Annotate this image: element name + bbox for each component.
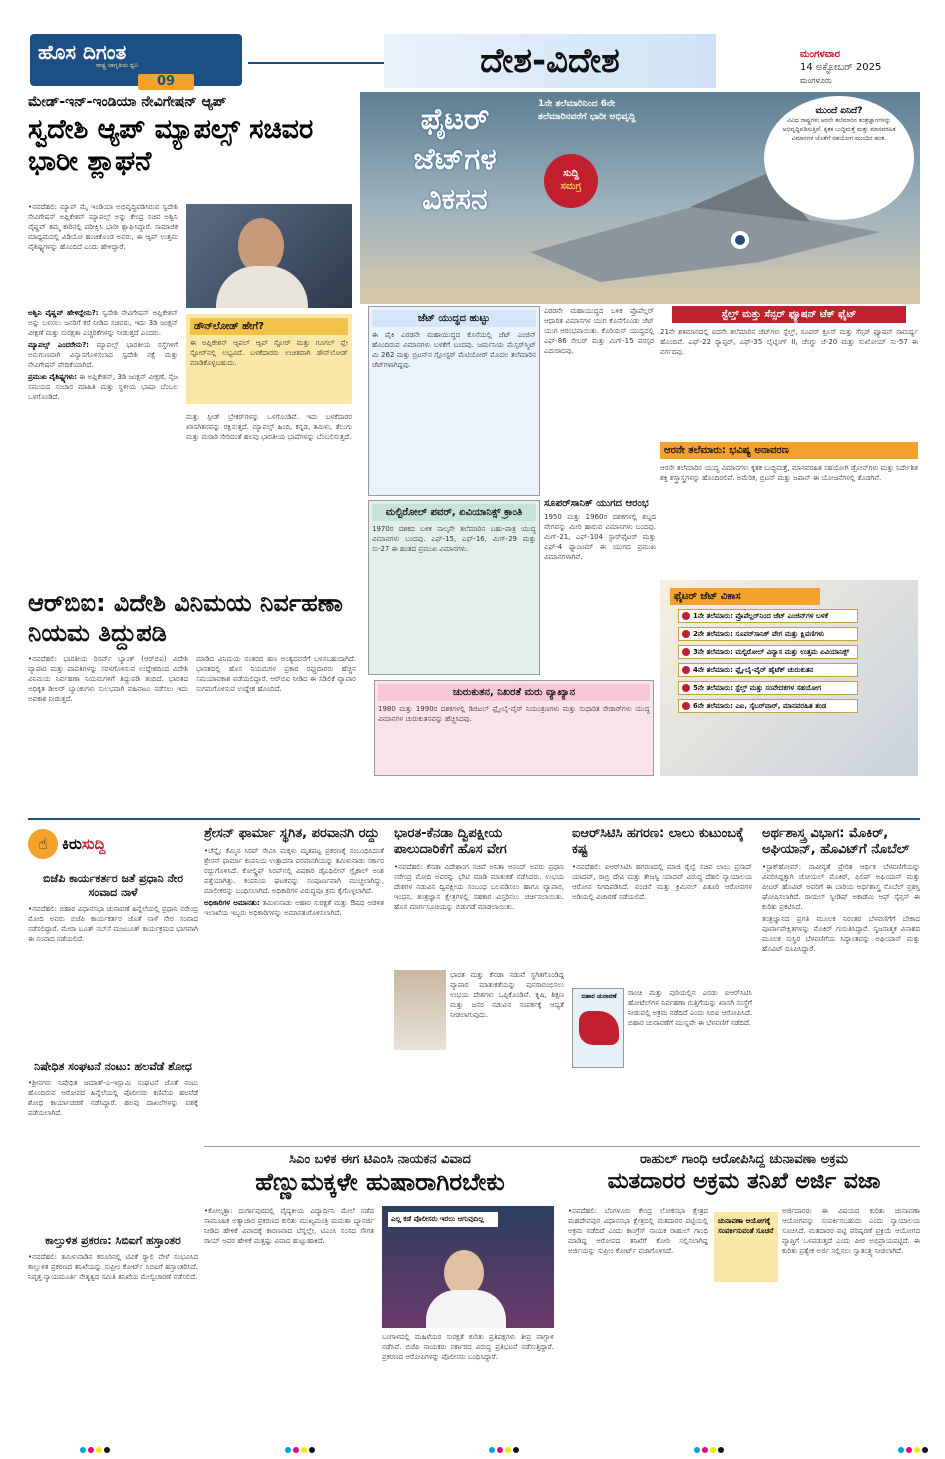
ec-box — [714, 1212, 778, 1282]
lead-body-4: ಈ ಅಪ್ಲಿಕೇಶನ್, 3ಡಿ ಜಂಕ್ಷನ್ ವೀಕ್ಷಣೆ, ನೈಜ ಸಮಯದ ಸಂಚಾರ ಮಾಹಿತಿ ಮತ್ತು ಸ್ಥಳೀಯ ಭಾಷಾ ಬೆಂಬಲ ಒಳಗೊಂಡಿದೆ. — [28, 373, 178, 401]
feature-banner — [360, 92, 920, 304]
registration-marks — [80, 1438, 930, 1448]
ec-box-title: ಚುನಾವಣಾ ಆಯೋಗಕ್ಕೆ ಸಂಪರ್ಕಿಸುವಂತೆ ಸೂಚನೆ — [718, 1217, 774, 1235]
tmc-story — [204, 1152, 556, 1434]
nobel-body: •ಸ್ಟಾಕ್‌ಹೋಮ್: ನಾವೀನ್ಯತೆ ಪ್ರೇರಿತ ಆರ್ಥಿಕ ಬೆಳವಣಿಗೆಯನ್ನು ವಿವರಿಸಿದ್ದಕ್ಕಾಗಿ ಜೋಯಲ್ ಮೊಕಿರ್, ಫಿಲಿಪ್ ಅಘಿಯಾನ್ ಮತ್ತು ಪೀಟರ್ ಹೊವಿಟ್ ಅವರಿಗೆ ಈ ಬಾರಿಯ ಅರ್ಥಶಾಸ್ತ್ರ ನೊಬೆಲ್ ಪ್ರಶಸ್ತಿ ಘೋಷಿಸಲಾಗಿದೆ. ರಾಯಲ್ ಸ್ವೀಡಿಷ್ ಅಕಾಡೆಮಿ ಆಫ್ ಸೈನ್ಸಸ್ ಈ ಕುರಿತು ಪ್ರಕಟಿಸಿದೆ. — [762, 863, 920, 911]
modi-photo — [394, 970, 446, 1050]
tmc-text-2: ಬಂಗಾಳದಲ್ಲಿ ಮಹಿಳೆಯರ ಸುರಕ್ಷತೆ ಕುರಿತು ಪ್ರತಿಪಕ್ಷಗಳು ತೀವ್ರ ವಾಗ್ದಾಳಿ ನಡೆಸಿವೆ. ಬಿಜೆಪಿ ನಾಯಕರು ಸರ್ಕಾರದ ವಿರುದ್ಧ ಪ್ರತಿಭಟನೆ ನಡೆಸುತ್ತಿದ್ದಾರೆ. ಪ್ರಕರಣದ ಆರೋಪಿಗಳನ್ನು ಪೊಲೀಸರು ಬಂಧಿಸಿದ್ದಾರೆ. — [382, 1333, 554, 1361]
lead-column-2 — [28, 308, 178, 578]
page-number: 09 — [138, 74, 194, 90]
feature-intro: 1ನೇ ತಲೆಮಾರಿನಿಂದ 6ನೇ ತಲೆಮಾರಿನವರೆಗೆ ಭಾರೀ ಅಭಿವೃದ್ಧಿ — [538, 99, 636, 122]
canada-headline: ಭಾರತ-ಕೆನಡಾ ದ್ವಿಪಕ್ಷೀಯ ಪಾಲುದಾರಿಕೆಗೆ ಹೊಸ ವೇಗ — [394, 826, 507, 857]
lead-body-1: •ನವದೆಹಲಿ: ಮ್ಯಾಪ್ ಮೈ ಇಂಡಿಯಾ ಅಭಿವೃದ್ಧಿಪಡಿಸಿರುವ ಸ್ವದೇಶಿ ನೇವಿಗೇಷನ್ ಅಪ್ಲಿಕೇಶನ್ ಮ್ಯಾಪಲ್ಸ್ ಅನ್ನು ಕೇಂದ್ರ ಸಚಿವ ಅಶ್ವಿನಿ ವೈಷ್ಣವ್ ತಮ್ಮ ಕಾರಿನಲ್ಲಿ ಪರೀಕ್ಷಿಸಿ ಭಾರೀ ಶ್ಲಾಘಿಸಿದ್ದಾರೆ. ಸಾಮಾಜಿಕ ಮಾಧ್ಯಮದಲ್ಲಿ ವಿಡಿಯೋ ಹಂಚಿಕೊಂಡ ಅವರು, ಈ ಆ್ಯಪ್ ಉತ್ತಮ ವೈಶಿಷ್ಟ್ಯಗಳನ್ನು ಹೊಂದಿದೆ ಎಂದು ಹೇಳಿದ್ದಾರೆ. — [28, 203, 178, 251]
rbi-body-1: •ನವದೆಹಲಿ: ಭಾರತೀಯ ರಿಸರ್ವ್ ಬ್ಯಾಂಕ್ (ಆರ್‌ಬಿಐ) ವಿದೇಶಿ ವ್ಯಾಪಾರ ಮತ್ತು ಪಾವತಿಗಳನ್ನು ಸರಳಗೊಳಿಸುವ ಉದ್ದೇಶದಿಂದ ವಿದೇಶಿ ವಿನಿಮಯ ನಿರ್ವಹಣಾ ನಿಯಮಗಳಿಗೆ ತಿದ್ದುಪಡಿ ತಂದಿದೆ. ಭಾರತದ ಅಧಿಕೃತ ಡೀಲರ್ ಬ್ಯಾಂಕುಗಳು ಸುಲಭವಾಗಿ ವಹಿವಾಟು ನಡೆಸಲು ಇದು ಅವಕಾಶ ನೀಡುತ್ತದೆ. — [28, 655, 188, 703]
agility-text: 1980 ಮತ್ತು 1990ರ ದಶಕಗಳಲ್ಲಿ ಡಿಜಿಟಲ್ ಫ್ಲೈ-ಬೈ-ವೈರ್ ನಿಯಂತ್ರಣಗಳು ಮತ್ತು ಸುಧಾರಿತ ರೇಡಾರ್‌ಗಳು ಯುದ್ಧ ವಿಮಾನಗಳ ಚುರುಕುತನವನ್ನು ಹೆಚ್ಚಿಸಿದವು. — [378, 705, 650, 723]
pharma-headline: ಶ್ರೇಸನ್ ಫಾರ್ಮಾ ಸ್ಥಗಿತ, ಪರವಾನಗಿ ರದ್ದು — [204, 826, 380, 841]
feature-title-line-2: ಜೆಟ್‌ಗಳ — [413, 142, 497, 177]
bihar-map — [572, 988, 624, 1068]
date-block — [800, 48, 920, 87]
lower-divider — [204, 1146, 920, 1147]
timeline-list — [660, 609, 918, 713]
section-divider — [28, 818, 920, 820]
timeline-item: 5ನೇ ತಲೆಮಾರು: ಸ್ಟೆಲ್ತ್ ಮತ್ತು ಸಂವೇದಕಗಳ ಸಹಯೋಗ — [678, 681, 858, 695]
kiru-suddi-header — [28, 824, 198, 864]
rbi-headline: ಆರ್‌ಬಿಐ: ವಿದೇಶಿ ವಿನಿಮಯ ನಿರ್ವಹಣಾ ನಿಯಮ ತಿದ್ದುಪಡಿ — [28, 589, 343, 647]
lead-body-3: ಮ್ಯಾಪಲ್ಸ್ ಭಾರತೀಯ ರಸ್ತೆಗಳಿಗೆ ಅನುಗುಣವಾಗಿ ವಿನ್ಯಾಸಗೊಳಿಸಲಾದ ಸ್ವದೇಶಿ ನಕ್ಷೆ ಮತ್ತು ನೇವಿಗೇಷನ್ ವೇದಿಕೆಯಾಗಿದೆ. — [28, 341, 178, 369]
nobel-body-2: ತಂತ್ರಜ್ಞಾನದ ಪ್ರಗತಿ ಮೂಲಕ ನಿರಂತರ ಬೆಳವಣಿಗೆಗೆ ಬೇಕಾದ ಪೂರ್ವಾಪೇಕ್ಷಿತಗಳನ್ನು ಮೊಕಿರ್ ಗುರುತಿಸಿದ್ದಾರೆ. ಸೃಜನಾತ್ಮಕ ವಿನಾಶದ ಮೂಲಕ ಸುಸ್ಥಿರ ಬೆಳವಣಿಗೆಯ ಸಿದ್ಧಾಂತವನ್ನು ಅಘಿಯಾನ್ ಮತ್ತು ಹೊವಿಟ್ ರೂಪಿಸಿದ್ದಾರೆ. — [762, 915, 920, 953]
whats-next-title: ಮುಂದೆ ಏನಿದೆ? — [815, 106, 863, 116]
feature-title-line-1: ಫೈಟರ್ — [420, 102, 490, 137]
kiru-headline-3: ಕಾಲ್ತುಳಿತ ಪ್ರಕರಣ: ಸಿಬಿಐಗೆ ಹಸ್ತಾಂತರ — [45, 1234, 181, 1247]
tmc-quote: ಎಲ್ಲ ಕಡೆ ಪೊಲೀಸರು ಇರಲು ಆಗುವುದಿಲ್ಲ — [388, 1212, 498, 1227]
lead-story — [28, 94, 353, 580]
lead-column-1 — [28, 202, 178, 302]
stealth-text: 21ನೇ ಶತಮಾನದಲ್ಲಿ ಐದನೇ ತಲೆಮಾರಿನ ಜೆಟ್‌ಗಳು ಸ್ಟೆಲ್ತ್, ಸೂಪರ್ ಕ್ರೂಸ್ ಮತ್ತು ಸೆನ್ಸರ್ ಫ್ಯೂಷನ್ ಸಾಮರ್ಥ್ಯ ಹೊಂದಿವೆ. ಎಫ್-22 ರ‍್ಯಾಪ್ಟರ್, ಎಫ್-35 ಲೈಟ್ನಿಂಗ್ II, ಚೆಂಗ್ಡು ಜೆ-20 ಮತ್ತು ಸುಖೋಯ್ ಸು-57 ಈ ವರ್ಗದವು. — [660, 328, 918, 356]
download-box — [186, 314, 352, 404]
stealth-block — [660, 306, 918, 436]
timeline-item: 2ನೇ ತಲೆಮಾರು: ಸೂಪರ್‌ಸಾನಿಕ್ ವೇಗ ಮತ್ತು ಕ್ಷಿಪಣಿಗಳು — [678, 627, 858, 641]
city: ಮಂಗಳೂರು — [800, 76, 832, 85]
nobel-text — [762, 862, 920, 1122]
whats-next-bubble — [764, 96, 914, 220]
masthead-rule — [248, 62, 384, 64]
pharma-body-2: ತಮಿಳುನಾಡು ಆಹಾರ ಸುರಕ್ಷತೆ ಮತ್ತು ಔಷಧ ಆಡಳಿತ ಇಲಾಖೆಯ ಇಬ್ಬರು ಅಧಿಕಾರಿಗಳನ್ನು ಅಮಾನತುಗೊಳಿಸಲಾಗಿದೆ. — [204, 899, 384, 917]
rahul-headline-small: ರಾಹುಲ್ ಗಾಂಧಿ ಆರೋಪಿಸಿದ್ದ ಚುನಾವಣಾ ಅಕ್ರಮ — [640, 1152, 848, 1167]
supersonic-title: ಸೂಪರ್‌ಸಾನಿಕ್ ಯುಗದ ಆರಂಭ — [544, 498, 649, 509]
sixth-gen-block — [660, 442, 918, 574]
irctc-story — [572, 826, 752, 1144]
tmc-photo — [382, 1206, 554, 1328]
timeline-block — [660, 580, 918, 776]
logo-text: ಹೊಸ ದಿಗಂತ — [38, 40, 127, 64]
tmc-headline: ಹೆಣ್ಣುಮಕ್ಕಳೇ ಹುಷಾರಾಗಿರಬೇಕು — [255, 1168, 505, 1196]
suddi-label: ಸುದ್ದಿ — [81, 835, 106, 853]
kiru-text-1: •ನವದೆಹಲಿ: ಬಿಹಾರ ವಿಧಾನಸಭಾ ಚುನಾವಣೆ ಹಿನ್ನೆಲೆಯಲ್ಲಿ ಪ್ರಧಾನಿ ನರೇಂದ್ರ ಮೋದಿ ಅವರು ಬಿಜೆಪಿ ಕಾರ್ಯಕರ್ತರ ಜೊತೆ ನಾಳೆ ನೇರ ಸಂವಾದ ನಡೆಸಲಿದ್ದಾರೆ. ಮೇರಾ ಬೂತ್ ಸಬ್‌ಸೆ ಮಜಬೂತ್ ಕಾರ್ಯಕ್ರಮದ ಭಾಗವಾಗಿ ಈ ಸಂವಾದ ನಡೆಯಲಿದೆ. — [28, 905, 198, 943]
pharma-text — [204, 846, 384, 1118]
jet-birth-body-2: ಎರಡನೇ ಮಹಾಯುದ್ಧದ ಬಳಿಕ ಪ್ರೊಪೆಲ್ಲರ್ ಆಧಾರಿತ ವಿಮಾನಗಳ ಯುಗ ಕೊನೆಗೊಂಡು ಜೆಟ್ ಯುಗ ಆರಂಭವಾಯಿತು. ಕೊರಿಯನ್ ಯುದ್ಧದಲ್ಲಿ ಎಫ್-86 ಸೇಬರ್ ಮತ್ತು ಮಿಗ್-15 ಪರಸ್ಪರ ಎದುರಾದವು. — [544, 307, 654, 355]
irctc-text-2: ರಾಂಚಿ ಮತ್ತು ಪುರಿಯಲ್ಲಿನ ಎರಡು ಐಆರ್‌ಸಿಟಿಸಿ ಹೋಟೆಲ್‌ಗಳ ನಿರ್ವಹಣಾ ಗುತ್ತಿಗೆಯನ್ನು ಖಾಸಗಿ ಸಂಸ್ಥೆಗೆ ನೀಡುವಲ್ಲಿ ಅಕ್ರಮ ನಡೆದಿದೆ ಎಂದು ಸಿಬಿಐ ಆರೋಪಿಸಿದೆ. ಬಿಹಾರ ಚುನಾವಣೆಗೆ ಮುನ್ನವೇ ಈ ಬೆಳವಣಿಗೆ ನಡೆದಿದೆ. — [628, 989, 752, 1027]
kiru-headline-2: ನಿಷೇಧಿತ ಸಂಘಟನೆ ನಂಟು: ಹಲವೆಡೆ ಶೋಧ — [34, 1060, 192, 1073]
sixth-gen-text: ಆರನೇ ತಲೆಮಾರಿನ ಯುದ್ಧ ವಿಮಾನಗಳು ಕೃತಕ ಬುದ್ಧಿಮತ್ತೆ, ಮಾನವರಹಿತ ಸಹಯೋಗಿ ಡ್ರೋನ್‌ಗಳು ಮತ್ತು ನಿರ್ದೇಶಿತ ಶಕ್ತಿ ಶಸ್ತ್ರಾಸ್ತ್ರಗಳನ್ನು ಹೊಂದಿರಲಿವೆ. ಅಮೆರಿಕ, ಬ್ರಿಟನ್ ಮತ್ತು ಜಪಾನ್ ಈ ಯೋಜನೆಗಳಲ್ಲಿ ತೊಡಗಿವೆ. — [660, 464, 918, 482]
irctc-text-1: •ನವದೆಹಲಿ: ಐಆರ್‌ಸಿಟಿಸಿ ಹಗರಣದಲ್ಲಿ ಮಾಜಿ ರೈಲ್ವೆ ಸಚಿವ ಲಾಲು ಪ್ರಸಾದ್ ಯಾದವ್, ರಾಬ್ರಿ ದೇವಿ ಮತ್ತು ತೇಜಸ್ವಿ ಯಾದವ್ ವಿರುದ್ಧ ದೆಹಲಿ ನ್ಯಾಯಾಲಯ ಆರೋಪ ನಿಗದಿಪಡಿಸಿದೆ. ವಂಚನೆ ಮತ್ತು ಕ್ರಿಮಿನಲ್ ಪಿತೂರಿ ಆರೋಪಗಳ ಅಡಿಯಲ್ಲಿ ವಿಚಾರಣೆ ನಡೆಯಲಿದೆ. — [572, 863, 752, 901]
lead-body-2: ಸ್ವದೇಶಿ ನೇವಿಗೇಷನ್ ಅಪ್ಲಿಕೇಶನ್ ಅನ್ನು ಬಳಸಲು ಜನರಿಗೆ ಕರೆ ನೀಡಿದ ಸಚಿವರು, ಇದು 3ಡಿ ಜಂಕ್ಷನ್ ವೀಕ್ಷಣೆ ಮತ್ತು ಸುರಕ್ಷತಾ ಎಚ್ಚರಿಕೆಗಳನ್ನು ನೀಡುತ್ತದೆ ಎಂದರು. — [28, 309, 178, 337]
lead-sub-1: ಅಶ್ವಿನಿ ವೈಷ್ಣವ್ ಹೇಳಿದ್ದೇನು?: — [28, 309, 99, 317]
rbi-body-2: ಮಾಡಿದ ವಿನಿಮಯ ನಂತರದ ಹಣ ಅಂತ್ಯದವರೆಗೆ ಬಳಸಬಹುದಾಗಿದೆ. ಭಾರತದಲ್ಲಿ ಹೊಸ ನಿಯಮಗಳ ಪ್ರಕಾರ ರಫ್ತುದಾರರು ಹೆಚ್ಚಿನ ಸಮಯಾವಕಾಶ ಪಡೆಯಲಿದ್ದಾರೆ. ಆರ್‌ಬಿಐ ನೀಡಿದ ಈ ಸಡಿಲಿಕೆ ವ್ಯಾಪಾರ ಸುಗಮಗೊಳಿಸುವ ಉದ್ದೇಶ ಹೊಂದಿದೆ. — [196, 655, 356, 693]
feature-title-block — [380, 100, 530, 220]
timeline-item: 3ನೇ ತಲೆಮಾರು: ಮಲ್ಟಿರೋಲ್ ವಿನ್ಯಾಸ ಮತ್ತು ಉತ್ತಮ ಏವಿಯಾನಿಕ್ಸ್ — [678, 645, 858, 659]
canada-text-2: ಭಾರತ ಮತ್ತು ಕೆನಡಾ ನಡುವೆ ಸ್ಥಗಿತಗೊಂಡಿದ್ದ ವ್ಯಾಪಾರ ಮಾತುಕತೆಯನ್ನು ಪುನರಾರಂಭಿಸಲು ಉಭಯ ದೇಶಗಳು ಒಪ್ಪಿಕೊಂಡಿವೆ. ಕೃಷಿ, ಶಿಕ್ಷಣ ಮತ್ತು ಜನರ ನಡುವಿನ ಸಂಪರ್ಕಕ್ಕೆ ಆದ್ಯತೆ ನೀಡಲಾಗುವುದು. — [450, 971, 564, 1019]
kiru-suddi-column — [28, 824, 198, 1434]
masthead — [0, 0, 945, 92]
kiru-headline-1: ಬಿಜೆಪಿ ಕಾರ್ಯಕರ್ತರ ಜತೆ ಪ್ರಧಾನಿ ನೇರ ಸಂವಾದ ನಾಳೆ — [42, 872, 184, 899]
lead-body-5: ಮತ್ತು ಸ್ಪೀಡ್ ಬ್ರೇಕರ್‌ಗಳನ್ನು ಒಳಗೊಂಡಿವೆ. ಇದು ಬಳಕೆದಾರರ ಖಾಸಗಿತನವನ್ನು ರಕ್ಷಿಸುತ್ತದೆ. ಮ್ಯಾಪಲ್ಸ್ ಹಿಂದಿ, ಕನ್ನಡ, ತಮಿಳು, ತೆಲುಗು ಮತ್ತು ಮರಾಠಿ ಸೇರಿದಂತೆ ಹಲವು ಭಾರತೀಯ ಭಾಷೆಗಳನ್ನು ಬೆಂಬಲಿಸುತ್ತದೆ. — [186, 413, 352, 441]
download-box-title: ಡೌನ್‌ಲೋಡ್ ಹೇಗೆ? — [190, 318, 348, 335]
badge-top: ಸುದ್ದಿ — [563, 168, 579, 179]
lead-column-3 — [186, 412, 352, 578]
multirole-text: 1970ರ ದಶಕದ ಬಳಿಕ ನಾಲ್ಕನೇ ತಲೆಮಾರಿನ ಬಹು-ಪಾತ್ರ ಯುದ್ಧ ವಿಮಾನಗಳು ಬಂದವು. ಎಫ್-15, ಎಫ್-16, ಮಿಗ್-29 ಮತ್ತು ಸು-27 ಈ ಹಂತದ ಪ್ರಮುಖ ವಿಮಾನಗಳು. — [372, 525, 536, 553]
pharma-story — [204, 826, 384, 1144]
tmc-headline-small: ಸಿಎಂ ಬಳಿಕ ಈಗ ಟಿಎಂಸಿ ನಾಯಕನ ವಿವಾದ — [289, 1152, 471, 1167]
badge-bottom: ಸಮಗ್ರ — [560, 181, 582, 192]
sixth-gen-title: ಆರನೇ ತಲೆಮಾರು: ಭವಿಷ್ಯ ಅನಾವರಣ — [660, 442, 918, 459]
day: ಮಂಗಳವಾರ — [800, 49, 841, 60]
irctc-headline: ಐಆರ್‌ಸಿಟಿಸಿ ಹಗರಣ: ಲಾಲು ಕುಟುಂಬಕ್ಕೆ ಕಷ್ಟ — [572, 826, 744, 857]
logo-tagline: ರಾಷ್ಟ್ರ ಜಾಗೃತಿಯ ಧ್ವನಿ — [96, 62, 139, 69]
samagra-badge — [544, 154, 598, 208]
canada-text-1: •ನವದೆಹಲಿ: ಕೆನಡಾ ವಿದೇಶಾಂಗ ಸಚಿವೆ ಅನಿತಾ ಆನಂದ್ ಅವರು ಪ್ರಧಾನಿ ನರೇಂದ್ರ ಮೋದಿ ಅವರನ್ನು ಭೇಟಿ ಮಾಡಿ ಮಾತುಕತೆ ನಡೆಸಿದರು. ಉಭಯ ದೇಶಗಳ ನಡುವಿನ ದ್ವಿಪಕ್ಷೀಯ ಸಂಬಂಧ ಬಲಪಡಿಸಲು ಹಾಗೂ ವ್ಯಾಪಾರ, ಇಂಧನ, ತಂತ್ರಜ್ಞಾನ ಕ್ಷೇತ್ರಗಳಲ್ಲಿ ಸಹಕಾರ ವಿಸ್ತರಿಸಲು ಚರ್ಚಿಸಲಾಯಿತು. ಹೊಸ ಮಾರ್ಗಸೂಚಿಯನ್ನು ಬಿಡುಗಡೆ ಮಾಡಲಾಯಿತು. — [394, 863, 564, 911]
minister-photo — [186, 204, 352, 308]
kiru-text-2: •ಶ್ರೀನಗರ: ನಿಷೇಧಿತ ಜಮಾತ್-ಎ-ಇಸ್ಲಾಮಿ ಸಂಘಟನೆ ಜೊತೆ ನಂಟು ಹೊಂದಿರುವ ಆರೋಪದ ಹಿನ್ನೆಲೆಯಲ್ಲಿ ಪೊಲೀಸರು ಕಣಿವೆಯ ಹಲವೆಡೆ ಶೋಧ ಕಾರ್ಯಾಚರಣೆ ನಡೆಸಿದ್ದಾರೆ. ಹಲವು ದಾಖಲೆಗಳನ್ನು ವಶಕ್ಕೆ ಪಡೆಯಲಾಗಿದೆ. — [28, 1079, 198, 1117]
brand-logo[interactable] — [30, 34, 242, 89]
agility-box — [374, 680, 654, 776]
lead-sub-2: ಮ್ಯಾಪಲ್ಸ್ ಎಂದರೇನು?: — [28, 341, 89, 349]
hand-icon: ☝ — [28, 829, 58, 859]
rbi-column-1 — [28, 654, 188, 808]
kiru-text-3: •ನವದೆಹಲಿ: ತಮಿಳುನಾಡಿನ ಕರೂರಿನಲ್ಲಿ ಟಿವಿಕೆ ರ‍್ಯಾಲಿ ವೇಳೆ ಸಂಭವಿಸಿದ ಕಾಲ್ತುಳಿತ ಪ್ರಕರಣದ ತನಿಖೆಯನ್ನು ಸುಪ್ರೀಂ ಕೋರ್ಟ್ ಸಿಬಿಐಗೆ ಹಸ್ತಾಂತರಿಸಿದೆ. ನಿವೃತ್ತ ನ್ಯಾಯಮೂರ್ತಿ ನೇತೃತ್ವದ ಸಮಿತಿ ತನಿಖೆಯ ಮೇಲ್ವಿಚಾರಣೆ ನಡೆಸಲಿದೆ. — [28, 1253, 198, 1281]
stealth-title: ಸ್ಟೆಲ್ತ್ ಮತ್ತು ಸೆನ್ಸರ್ ಫ್ಯೂಷನ್ ಟೆಕ್ ಫೈಟ್ — [672, 306, 906, 323]
jet-birth-text: ಈ ಪೈಕಿ ಎರಡನೇ ಮಹಾಯುದ್ಧದ ಕೊನೆಯಲ್ಲಿ ಜೆಟ್ ಎಂಜಿನ್ ಹೊಂದಿರುವ ವಿಮಾನಗಳು ಬಳಕೆಗೆ ಬಂದವು. ಜರ್ಮನಿಯ ಮೆಸ್ಸರ್‌ಸ್ಮಿಟ್ ಮಿ 262 ಮತ್ತು ಬ್ರಿಟನ್‌ನ ಗ್ಲೋಸ್ಟರ್ ಮೆಟಿಯೋರ್ ಮೊದಲ ತಲೆಮಾರಿನ ಜೆಟ್‌ಗಳಾಗಿದ್ದವು. — [372, 331, 536, 369]
timeline-item: 6ನೇ ತಲೆಮಾರು: ಎಐ, ಸೈಬರ್‌ವಾರ್, ಮಾನವರಹಿತ ತಂಡ — [678, 699, 858, 713]
rahul-text-1: •ನವದೆಹಲಿ: ಬೆಂಗಳೂರು ಕೇಂದ್ರ ಲೋಕಸಭಾ ಕ್ಷೇತ್ರದ ಮಹದೇವಪುರ ವಿಧಾನಸಭಾ ಕ್ಷೇತ್ರದಲ್ಲಿ ಮತದಾರರ ಪಟ್ಟಿಯಲ್ಲಿ ಅಕ್ರಮ ನಡೆದಿದೆ ಎಂದು ಕಾಂಗ್ರೆಸ್ ನಾಯಕ ರಾಹುಲ್ ಗಾಂಧಿ ಮಾಡಿದ್ದ ಆರೋಪದ ತನಿಖೆಗೆ ಕೋರಿ ಸಲ್ಲಿಸಲಾಗಿದ್ದ ಅರ್ಜಿಯನ್ನು ಸುಪ್ರೀಂ ಕೋರ್ಟ್ ವಜಾಗೊಳಿಸಿದೆ. — [568, 1207, 708, 1255]
download-box-text: ಈ ಅಪ್ಲಿಕೇಶನ್ ಆ್ಯಪಲ್ ಆ್ಯಪ್ ಸ್ಟೋರ್ ಮತ್ತು ಗೂಗಲ್ ಪ್ಲೇ ಸ್ಟೋರ್‌ನಲ್ಲಿ ಲಭ್ಯವಿದೆ. ಬಳಕೆದಾರರು ಉಚಿತವಾಗಿ ಡೌನ್‌ಲೋಡ್ ಮಾಡಿಕೊಳ್ಳಬಹುದು. — [190, 339, 348, 367]
feature-title-line-3: ವಿಕಸನ — [422, 182, 488, 217]
nobel-story — [762, 826, 920, 1144]
pharma-body: •ಚೆನ್ನೈ: ಕೆಮ್ಮಿನ ಸಿರಪ್ ಸೇವಿಸಿ ಮಕ್ಕಳು ಮೃತಪಟ್ಟ ಪ್ರಕರಣಕ್ಕೆ ಸಂಬಂಧಿಸಿದಂತೆ ಶ್ರೇಸನ್ ಫಾರ್ಮಾ ಕಂಪನಿಯ ಉತ್ಪಾದನಾ ಪರವಾನಗಿಯನ್ನು ತಮಿಳುನಾಡು ಸರ್ಕಾರ ರದ್ದುಗೊಳಿಸಿದೆ. ಕೋಲ್ಡ್ರಿಫ್ ಸಿರಪ್‌ನಲ್ಲಿ ವಿಷಕಾರಿ ಡೈಎಥಿಲೀನ್ ಗ್ಲೈಕಾಲ್ ಅಂಶ ಪತ್ತೆಯಾಗಿತ್ತು. ಕಂಪನಿಯ ಘಟಕವನ್ನು ಸಂಪೂರ್ಣವಾಗಿ ಮುಚ್ಚಲಾಗಿದ್ದು, ಮಾಲೀಕರನ್ನು ಬಂಧಿಸಲಾಗಿದೆ. ಅಧಿಕಾರಿಗಳ ವಿರುದ್ಧವೂ ಕ್ರಮ ಕೈಗೊಳ್ಳಲಾಗಿದೆ. — [204, 847, 384, 895]
timeline-title: ಫೈಟರ್ ಜೆಟ್ ವಿಕಾಸ — [670, 588, 820, 605]
supersonic-block — [544, 498, 656, 674]
jet-birth-text-2 — [544, 306, 654, 494]
rahul-headline: ಮತದಾರರ ಅಕ್ರಮ ತನಿಖೆ ಅರ್ಜಿ ವಜಾ — [607, 1169, 881, 1194]
multirole-box — [368, 500, 540, 675]
rbi-story — [28, 588, 358, 810]
agility-title: ಚುರುಕುತನ, ನಿಖರತೆ ಮರು ವ್ಯಾಖ್ಯಾನ — [378, 684, 650, 701]
rahul-story — [568, 1152, 920, 1434]
canada-story — [394, 826, 564, 1144]
lead-sub-3: ಪ್ರಮುಖ ವೈಶಿಷ್ಟ್ಯಗಳು: — [28, 373, 77, 381]
multirole-title: ಮಲ್ಟಿರೋಲ್ ಪವರ್, ಏವಿಯಾನಿಕ್ಸ್ ಕ್ರಾಂತಿ — [372, 504, 536, 521]
lead-headline: ಸ್ವದೇಶಿ ಆ್ಯಪ್ ಮ್ಯಾಪಲ್ಸ್ ಸಚಿವರ ಭಾರೀ ಶ್ಲಾಘನೆ — [28, 114, 314, 177]
rahul-text-2: ಅರ್ಜಿದಾರರು ಈ ವಿಷಯದ ಕುರಿತು ಚುನಾವಣಾ ಆಯೋಗವನ್ನು ಸಂಪರ್ಕಿಸಬಹುದು ಎಂದು ನ್ಯಾಯಾಲಯ ಸೂಚಿಸಿದೆ. ಮತದಾರರ ಪಟ್ಟಿ ಪರಿಷ್ಕರಣೆ ಪ್ರಕ್ರಿಯೆ ಆಯೋಗದ ವ್ಯಾಪ್ತಿಗೆ ಒಳಪಡುತ್ತದೆ ಎಂದು ಪೀಠ ಅಭಿಪ್ರಾಯಪಟ್ಟಿದೆ. ಈ ಕುರಿತು ಪ್ರತ್ಯೇಕ ಅರ್ಜಿ ಸಲ್ಲಿಸಲು ಸ್ವಾತಂತ್ರ್ಯ ನೀಡಲಾಗಿದೆ. — [782, 1207, 920, 1255]
jet-birth-box — [368, 306, 540, 496]
whats-next-text: ವಿವಿಧ ರಾಷ್ಟ್ರಗಳು ಆರನೇ ತಲೆಮಾರಿನ ತಂತ್ರಜ್ಞಾನಗಳನ್ನು ಅಭಿವೃದ್ಧಿಪಡಿಸುತ್ತಿವೆ. ಕೃತಕ ಬುದ್ಧಿಮತ್ತೆ ಮತ್ತು ಮಾನವರಹಿತ ವಿಮಾನಗಳ ಜೊತೆಗೆ ಸಹಯೋಗ ಮುಂದಿನ ಹಂತ. — [782, 117, 896, 142]
timeline-item: 1ನೇ ತಲೆಮಾರು: ಪ್ರೊಪೆಲ್ಲರ್‌ನಿಂದ ಜೆಟ್ ಎಂಜಿನ್‌ಗಳ ಬಳಕೆ — [678, 609, 858, 623]
kiru-label: ಕಿರು — [62, 835, 82, 853]
lead-kicker: ಮೇಡ್-ಇನ್-ಇಂಡಿಯಾ ನೇವಿಗೇಷನ್ ಆ್ಯಪ್ — [28, 94, 227, 110]
section-title: ದೇಶ-ವಿದೇಶ — [384, 34, 716, 88]
supersonic-text: 1950 ಮತ್ತು 1960ರ ದಶಕಗಳಲ್ಲಿ ಶಬ್ದದ ವೇಗವನ್ನು ಮೀರಿ ಹಾರುವ ವಿಮಾನಗಳು ಬಂದವು. ಮಿಗ್-21, ಎಫ್-104 ಸ್ಟಾರ್‌ಫೈಟರ್ ಮತ್ತು ಎಫ್-4 ಫ್ಯಾಂಟಮ್ ಈ ಯುಗದ ಪ್ರಮುಖ ವಿಮಾನಗಳಾಗಿವೆ. — [544, 513, 656, 561]
rbi-column-2 — [196, 654, 356, 808]
nobel-headline: ಅರ್ಥಶಾಸ್ತ್ರ ವಿಭಾಗ: ಮೊಕಿರ್, ಅಘಿಯಾನ್, ಹೊವಿಟ್‌ಗೆ ನೊಬೆಲ್ — [762, 826, 910, 857]
tmc-text-1: •ಕೋಲ್ಕತ್ತಾ: ದುರ್ಗಾಪುರದಲ್ಲಿ ವೈದ್ಯಕೀಯ ವಿದ್ಯಾರ್ಥಿನಿ ಮೇಲೆ ನಡೆದ ಸಾಮೂಹಿಕ ಅತ್ಯಾಚಾರ ಪ್ರಕರಣದ ಕುರಿತು ಮುಖ್ಯಮಂತ್ರಿ ಮಮತಾ ಬ್ಯಾನರ್ಜಿ ನೀಡಿದ ಹೇಳಿಕೆ ವಿವಾದಕ್ಕೆ ಕಾರಣವಾದ ಬೆನ್ನಲ್ಲೇ, ಟಿಎಂಸಿ ಸಂಸದ ಸೌಗತ ರಾಯ್ ಅವರ ಹೇಳಿಕೆ ಮತ್ತಷ್ಟು ವಿವಾದ ಹುಟ್ಟುಹಾಕಿದೆ. — [204, 1207, 374, 1245]
pharma-sub: ಅಧಿಕಾರಿಗಳ ಅಮಾನತು: — [204, 899, 260, 907]
date: 14 ಅಕ್ಟೋಬರ್ 2025 — [800, 62, 882, 73]
timeline-item: 4ನೇ ತಲೆಮಾರು: ಫ್ಲೈ-ಬೈ-ವೈರ್ ಹೈಟೆಕ್ ಚುರುಕುತನ — [678, 663, 858, 677]
bihar-map-label: ಬಿಹಾರ ಚುನಾವಣೆ — [581, 993, 617, 1000]
jet-birth-title: ಜೆಟ್ ಯುದ್ಧದ ಹುಟ್ಟು — [372, 310, 536, 327]
